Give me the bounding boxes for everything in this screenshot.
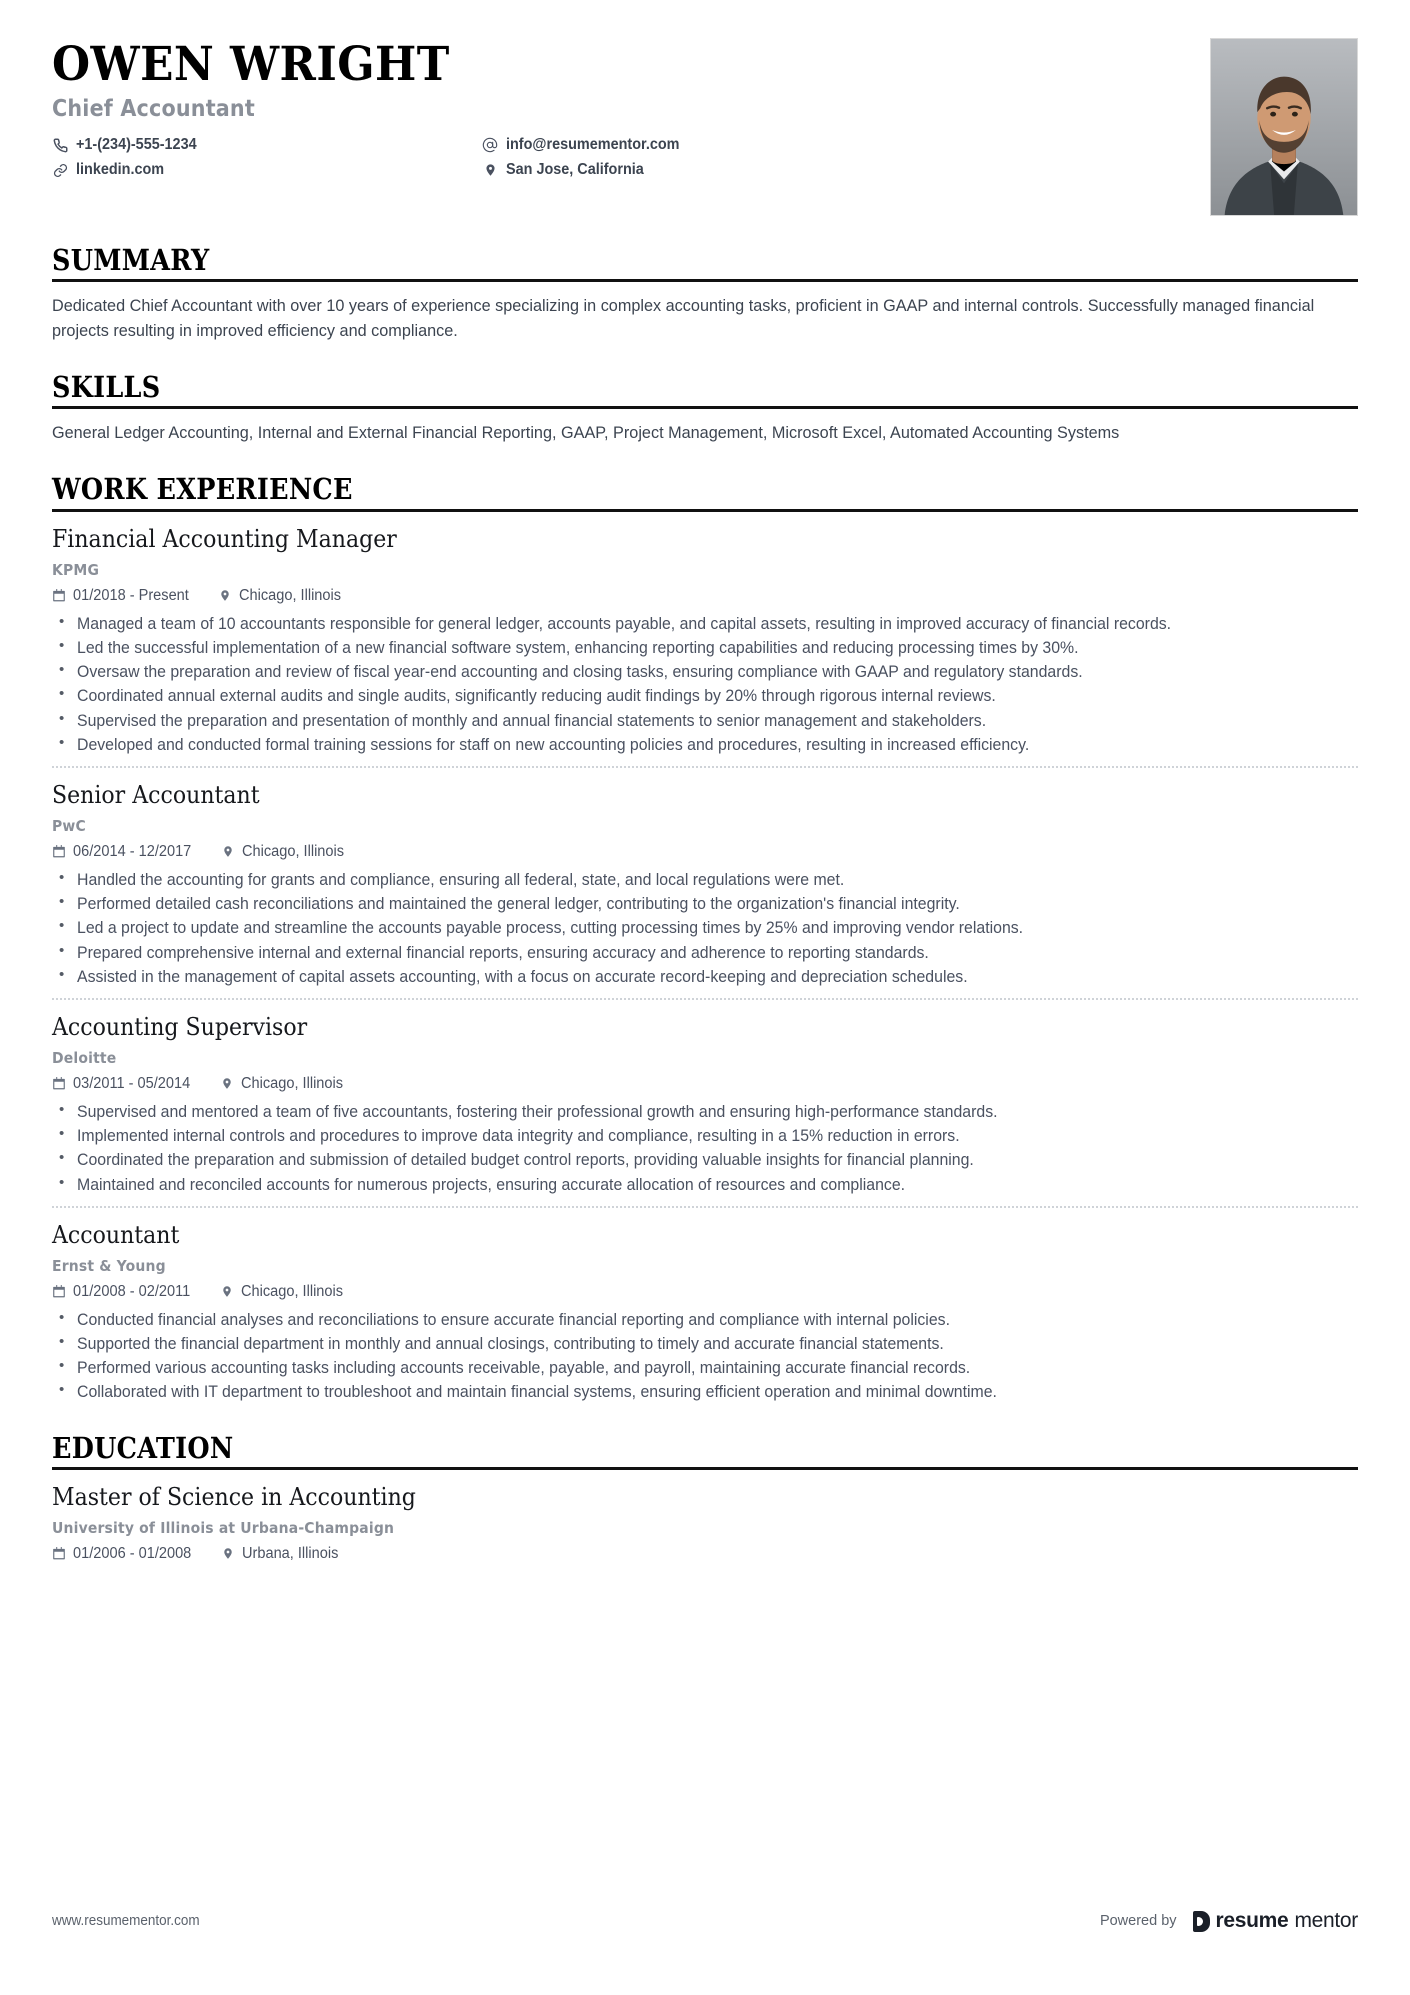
brand-name-bold: resume xyxy=(1215,1909,1289,1932)
experience-entry xyxy=(52,998,1358,1196)
experience-meta xyxy=(52,1283,1358,1301)
bullet-text: • Led the successful implementation of a new financial software system, enhancing reporting capabilities and reducing processing times by 30%. xyxy=(77,637,1079,657)
link-icon xyxy=(52,162,68,178)
experience-entry xyxy=(52,1206,1358,1404)
experience-entry xyxy=(52,512,1358,756)
bullet-text: • Performed various accounting tasks including accounts receivable, payable, and payroll, maintaining accurate financial records. xyxy=(77,1358,971,1378)
section-title-education: EDUCATION xyxy=(52,1430,234,1465)
education-location-text: Urbana, Illinois xyxy=(241,1544,339,1562)
skills-text: General Ledger Accounting, Internal and External Financial Reporting, GAAP, Project Management, Microsoft Excel, Automated Accounting Systems xyxy=(52,423,1120,443)
list-item xyxy=(52,684,1358,707)
contact-phone[interactable] xyxy=(52,136,482,154)
header-left-column xyxy=(52,36,1210,179)
list-item xyxy=(52,660,1358,683)
contact-location xyxy=(482,161,1210,179)
education-degree: Master of Science in Accounting xyxy=(52,1482,416,1512)
bullet-text: • Maintained and reconciled accounts for numerous projects, ensuring accurate allocation of resources and compliance. xyxy=(77,1174,906,1194)
bullet-text: • Conducted financial analyses and reconciliations to ensure accurate financial reporting and compliance with internal policies. xyxy=(77,1309,950,1329)
list-item xyxy=(52,1356,1358,1379)
section-work-experience xyxy=(52,473,1358,1403)
list-item xyxy=(52,868,1358,891)
experience-dates-text: 01/2008 - 02/2011 xyxy=(73,1282,191,1300)
experience-dates xyxy=(52,843,199,861)
experience-location-text: Chicago, Illinois xyxy=(240,1282,343,1300)
section-education xyxy=(52,1432,1358,1563)
bullet-text: • Managed a team of 10 accountants responsible for general ledger, accounts payable, and capital assets, resulting in improved accuracy of financial records. xyxy=(77,613,1172,633)
location-pin-icon xyxy=(221,844,235,859)
calendar-icon xyxy=(52,588,66,603)
bullet-text: • Supervised and mentored a team of five accountants, fostering their professional growth and ensuring high-performance standards. xyxy=(77,1101,998,1121)
location-pin-icon xyxy=(482,162,498,178)
education-location xyxy=(221,1545,345,1563)
location-pin-icon xyxy=(220,1076,234,1091)
experience-location xyxy=(218,587,348,605)
list-item xyxy=(52,916,1358,939)
contact-linkedin-text: linkedin.com xyxy=(76,161,165,179)
experience-entry xyxy=(52,766,1358,988)
bullet-text: • Assisted in the management of capital assets accounting, with a focus on accurate record-keeping and depreciation schedules. xyxy=(77,966,968,986)
education-dates-text: 01/2006 - 01/2008 xyxy=(73,1544,192,1562)
experience-dates xyxy=(52,587,196,605)
education-meta xyxy=(52,1545,1358,1563)
section-divider xyxy=(52,406,1358,409)
list-item xyxy=(52,709,1358,732)
footer-website[interactable]: www.resumementor.com xyxy=(52,1913,200,1929)
experience-dates-text: 03/2011 - 05/2014 xyxy=(73,1074,191,1092)
avatar xyxy=(1210,38,1358,216)
at-icon xyxy=(482,137,498,153)
experience-dates-text: 01/2018 - Present xyxy=(73,586,189,604)
experience-bullet-list xyxy=(52,1100,1358,1196)
bullet-text: • Implemented internal controls and procedures to improve data integrity and compliance, resulting in a 15% reduction in errors. xyxy=(77,1126,960,1146)
list-item xyxy=(52,636,1358,659)
contact-phone-text: +1-(234)-555-1234 xyxy=(76,136,197,154)
profile-photo-illustration xyxy=(1211,39,1357,215)
bullet-text: • Performed detailed cash reconciliations and maintained the general ledger, contributing to the organization's financial integrity. xyxy=(77,894,960,914)
experience-job-title: Senior Accountant xyxy=(52,780,260,809)
list-item xyxy=(52,1124,1358,1147)
location-pin-icon xyxy=(220,1284,234,1299)
education-list xyxy=(52,1470,1358,1563)
experience-bullet-list xyxy=(52,868,1358,988)
experience-location xyxy=(220,1075,350,1093)
experience-dates xyxy=(52,1075,198,1093)
experience-dates-text: 06/2014 - 12/2017 xyxy=(73,842,192,860)
list-item xyxy=(52,1380,1358,1403)
bullet-text: • Supervised the preparation and presentation of monthly and annual financial statements to senior management and stakeholders. xyxy=(77,710,987,730)
resumementor-logo xyxy=(1193,1909,1358,1933)
education-school: University of Illinois at Urbana-Champaign xyxy=(52,1518,395,1537)
bullet-text: • Oversaw the preparation and review of fiscal year-end accounting and closing tasks, ensuring compliance with GAAP and regulatory standards. xyxy=(77,662,1083,682)
experience-job-title: Financial Accounting Manager xyxy=(52,523,397,553)
experience-job-title: Accountant xyxy=(52,1219,180,1249)
bullet-text: • Coordinated annual external audits and single audits, significantly reducing audit findings by 20% through rigorous internal reviews. xyxy=(77,686,996,706)
powered-by-label: Powered by xyxy=(1099,1913,1177,1929)
section-title-work-experience: WORK EXPERIENCE xyxy=(52,472,353,507)
phone-icon xyxy=(52,137,68,153)
section-divider xyxy=(52,279,1358,282)
experience-company: PwC xyxy=(52,816,86,835)
bullet-text: • Developed and conducted formal training sessions for staff on new accounting policies and procedures, resulting in increased efficiency. xyxy=(77,734,1030,754)
resume-header xyxy=(52,0,1358,216)
calendar-icon xyxy=(52,1546,66,1561)
list-item xyxy=(52,892,1358,915)
resumementor-mark-icon xyxy=(1193,1911,1210,1932)
experience-meta xyxy=(52,843,1358,861)
education-entry xyxy=(52,1470,1358,1563)
experience-dates xyxy=(52,1283,198,1301)
list-item xyxy=(52,1173,1358,1196)
list-item xyxy=(52,1148,1358,1171)
section-skills xyxy=(52,371,1358,446)
list-item xyxy=(52,1308,1358,1331)
location-pin-icon xyxy=(218,588,232,603)
footer-branding xyxy=(1100,1909,1358,1933)
list-item xyxy=(52,941,1358,964)
list-item xyxy=(52,965,1358,988)
experience-location-text: Chicago, Illinois xyxy=(239,586,342,604)
list-item xyxy=(52,1100,1358,1123)
experience-meta xyxy=(52,1075,1358,1093)
bullet-text: • Supported the financial department in monthly and annual closings, contributing to timely and accurate financial statements. xyxy=(77,1333,944,1353)
page-title: OWEN WRIGHT xyxy=(52,37,450,92)
list-item xyxy=(52,1332,1358,1355)
education-dates xyxy=(52,1545,199,1563)
experience-job-title: Accounting Supervisor xyxy=(52,1012,308,1041)
bullet-text: • Collaborated with IT department to troubleshoot and maintain financial systems, ensuring efficient operation and minimal downtime. xyxy=(77,1382,997,1402)
experience-company: Ernst & Young xyxy=(52,1256,166,1275)
section-title-skills: SKILLS xyxy=(52,369,161,404)
summary-text: Dedicated Chief Accountant with over 10 years of experience specializing in complex accounting tasks, proficient in GAAP and internal controls. Successfully managed financial projects resulting in improved efficiency and compliance. xyxy=(52,296,1315,340)
experience-list xyxy=(52,512,1358,1404)
bullet-text: • Prepared comprehensive internal and external financial reports, ensuring accuracy and adherence to reporting standards. xyxy=(77,942,929,962)
experience-meta xyxy=(52,587,1358,605)
header-job-title: Chief Accountant xyxy=(52,96,255,123)
experience-company: KPMG xyxy=(52,560,100,579)
experience-bullet-list xyxy=(52,612,1358,756)
experience-company: Deloitte xyxy=(52,1048,117,1067)
section-title-summary: SUMMARY xyxy=(52,243,210,277)
contact-info xyxy=(52,136,1210,179)
bullet-text: • Led a project to update and streamline the accounts payable process, cutting processing times by 25% and improving vendor relations. xyxy=(77,918,1024,938)
contact-email-text: info@resumementor.com xyxy=(506,136,680,154)
bullet-text: • Coordinated the preparation and submission of detailed budget control reports, providing valuable insights for financial planning. xyxy=(77,1150,974,1170)
experience-bullet-list xyxy=(52,1308,1358,1404)
contact-location-text: San Jose, California xyxy=(506,161,644,179)
experience-location-text: Chicago, Illinois xyxy=(240,1074,343,1092)
calendar-icon xyxy=(52,1284,66,1299)
brand-name-light: mentor xyxy=(1294,1909,1358,1932)
calendar-icon xyxy=(52,844,66,859)
contact-linkedin[interactable] xyxy=(52,161,482,179)
page-footer xyxy=(52,1909,1358,1933)
list-item xyxy=(52,733,1358,756)
experience-location-text: Chicago, Illinois xyxy=(241,842,344,860)
experience-location xyxy=(221,843,351,861)
bullet-text: • Handled the accounting for grants and compliance, ensuring all federal, state, and local regulations were met. xyxy=(77,869,845,889)
list-item xyxy=(52,612,1358,635)
location-pin-icon xyxy=(221,1546,235,1561)
calendar-icon xyxy=(52,1076,66,1091)
contact-email[interactable] xyxy=(482,136,1210,154)
section-summary xyxy=(52,244,1358,343)
experience-location xyxy=(220,1283,350,1301)
